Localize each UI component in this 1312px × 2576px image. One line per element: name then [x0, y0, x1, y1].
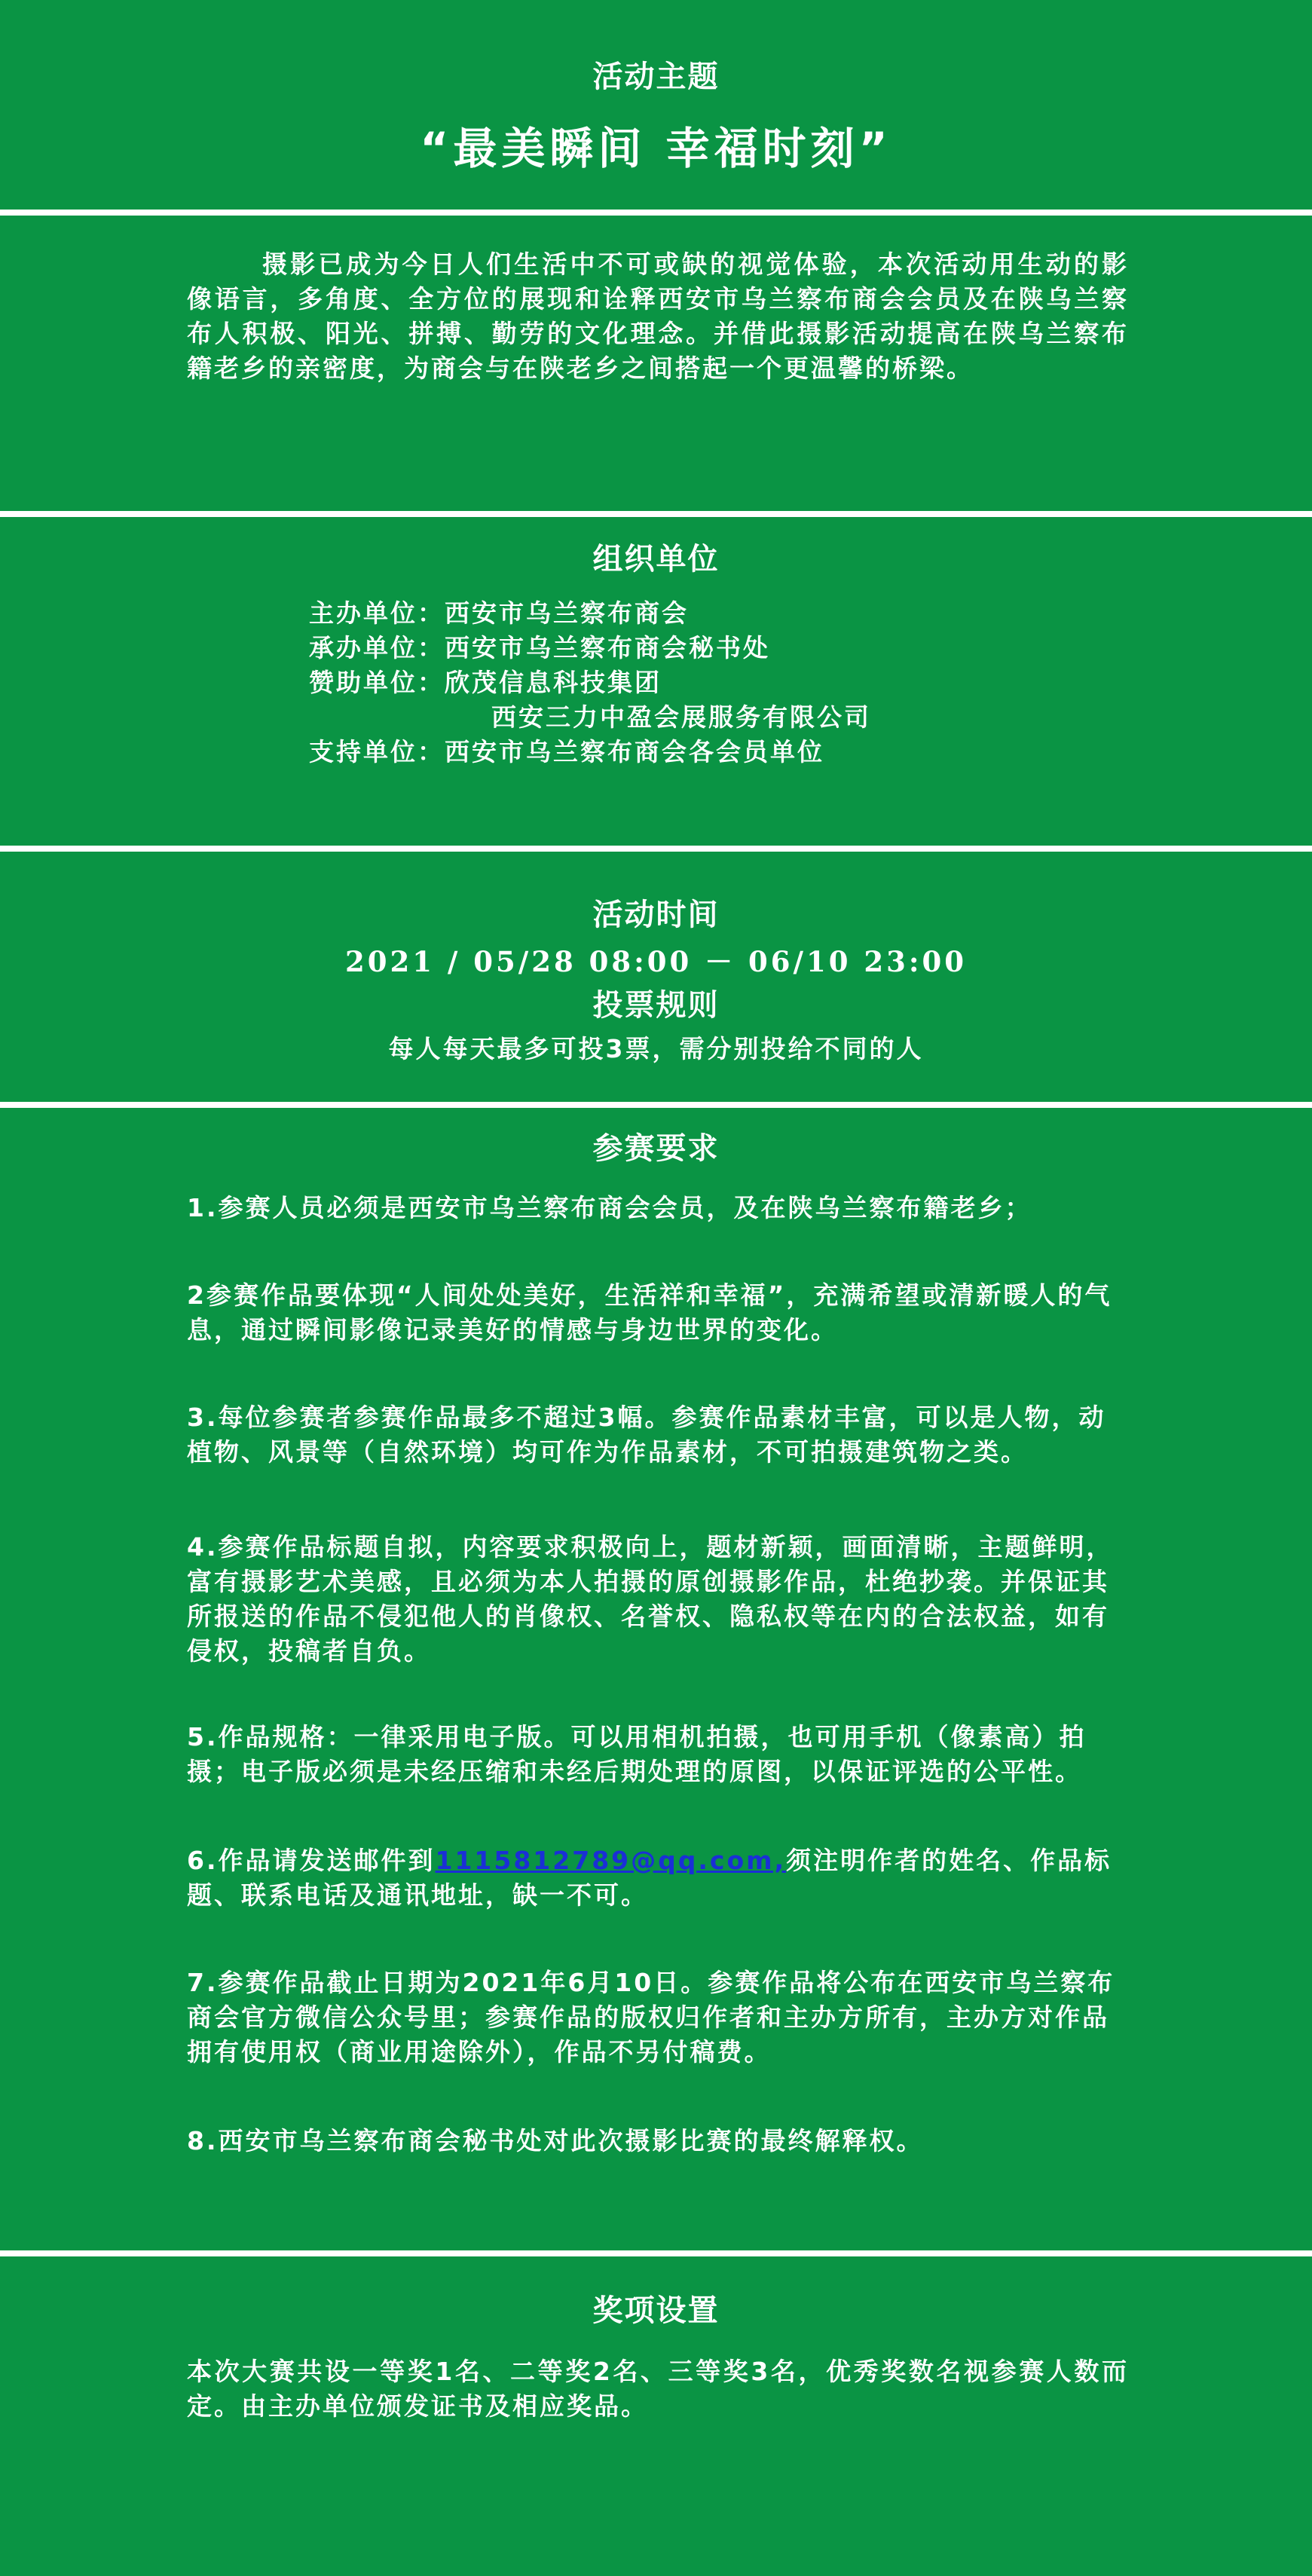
awards-title: 奖项设置: [592, 2293, 720, 2328]
awards-text: 本次大赛共设一等奖1名、二等奖2名、三等奖3名，优秀奖数名视参赛人数而定。由主办单位颁发证书及相应奖品。: [187, 2357, 1129, 2421]
rule-item-7: 7.参赛作品截止日期为2021年6月10日。参赛作品将公布在西安市乌兰察布商会官方微信公众号里；参赛作品的版权归作者和主办方所有，主办方对作品拥有使用权（商业用途除外），作品不另付稿费。: [187, 1968, 1115, 2067]
rule-item-3: 3.每位参赛者参赛作品最多不超过3幅。参赛作品素材丰富，可以是人物，动植物、风景等（自然环境）均可作为作品素材，不可拍摄建筑物之类。: [187, 1403, 1106, 1467]
org-row-organizer: [309, 629, 770, 664]
schedule-title: 活动时间: [592, 898, 720, 932]
schedule-section: [0, 852, 1312, 1102]
organizers-title: 组织单位: [592, 542, 720, 577]
divider: [0, 511, 1312, 517]
org-value: 西安市乌兰察布商会各会员单位: [445, 737, 824, 766]
rule-item-2: 2参赛作品要体现“人间处处美好，生活祥和幸福”，充满希望或清新暖人的气息，通过瞬间影像记录美好的情感与身边世界的变化。: [187, 1280, 1112, 1345]
divider: [0, 846, 1312, 852]
org-row-support: [309, 733, 824, 768]
rule-text: 须注明作者的姓名、作品标题、联系电话及通讯地址，缺一不可。: [187, 1846, 1112, 1910]
vote-rule: 每人每天最多可投3票，需分别投给不同的人: [388, 1034, 924, 1063]
org-value: 欣茂信息科技集团: [445, 668, 662, 697]
theme-title: “最美瞬间 幸福时刻”: [420, 123, 892, 174]
awards-section: [0, 2256, 1312, 2576]
org-label: 承办单位：: [309, 633, 445, 662]
theme-section: [0, 0, 1312, 210]
divider: [0, 1102, 1312, 1108]
rule-item-6: [187, 1843, 1129, 1913]
rule-item-5: 5.作品规格：一律采用电子版。可以用相机拍摄，也可用手机（像素高）拍摄；电子版必须是未经压缩和未经后期处理的原图，以保证评选的公平性。: [187, 1722, 1087, 1786]
org-value: 西安三力中盈会展服务有限公司: [491, 702, 871, 732]
email-link[interactable]: 1115812789@qq.com,: [435, 1846, 787, 1875]
requirements-title: 参赛要求: [592, 1131, 720, 1166]
org-row-host: [309, 594, 689, 629]
divider: [0, 210, 1312, 216]
theme-label: 活动主题: [592, 60, 720, 94]
org-label: 赞助单位：: [309, 668, 445, 697]
rule-item-4: 4.参赛作品标题自拟，内容要求积极向上，题材新颖，画面清晰，主题鲜明，富有摄影艺术美感，且必须为本人拍摄的原创摄影作品，杜绝抄袭。并保证其所报送的作品不侵犯他人的肖像权、名誉权、隐私权等在内的合法权益，如有侵权，投稿者自负。: [187, 1532, 1114, 1666]
vote-title: 投票规则: [592, 988, 720, 1023]
rule-item-1: 1.参赛人员必须是西安市乌兰察布商会会员，及在陕乌兰察布籍老乡；: [187, 1193, 1032, 1222]
requirements-section: [0, 1108, 1312, 2250]
divider: [0, 2250, 1312, 2256]
organizers-section: [0, 517, 1312, 846]
intro-section: [0, 216, 1312, 511]
rule-text: 6.作品请发送邮件到: [187, 1846, 436, 1875]
org-value: 西安市乌兰察布商会: [445, 598, 689, 628]
org-label: 主办单位：: [309, 598, 445, 628]
date-range: 2021 / 05/28 08:00 － 06/10 23:00: [344, 945, 968, 978]
org-value: 西安市乌兰察布商会秘书处: [445, 633, 770, 662]
org-row-sponsor-2: [491, 698, 871, 733]
org-row-sponsor: [309, 663, 662, 699]
rule-item-8: 8.西安市乌兰察布商会秘书处对此次摄影比赛的最终解释权。: [187, 2126, 924, 2155]
org-label: 支持单位：: [309, 737, 445, 766]
intro-text: 摄影已成为今日人们生活中不可或缺的视觉体验，本次活动用生动的影像语言，多角度、全方位的展现和诠释西安市乌兰察布商会会员及在陕乌兰察布人积极、阳光、拼搏、勤劳的文化理念。并借此摄影活动提高在陕乌兰察布籍老乡的亲密度，为商会与在陕老乡之间搭起一个更温馨的桥梁。: [187, 249, 1129, 383]
